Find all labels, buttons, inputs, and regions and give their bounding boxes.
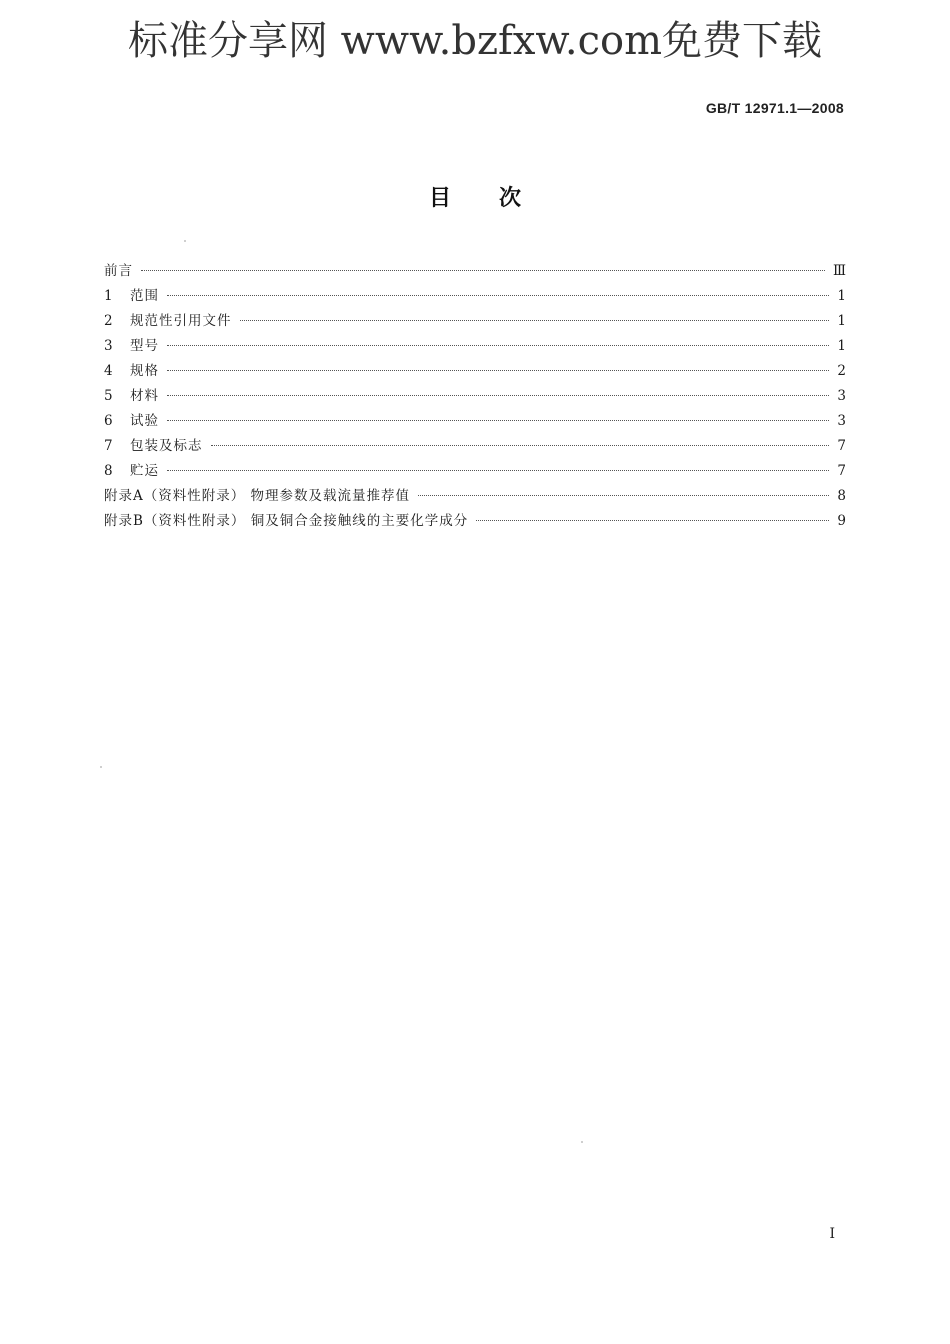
toc-entry-page: 1 xyxy=(837,288,846,304)
toc-entry-number: 3 xyxy=(104,338,113,354)
toc-entry-label: 规范性引用文件 xyxy=(130,313,232,329)
toc-entry-label: 规格 xyxy=(130,363,159,379)
watermark-banner: 标准分享网 www.bzfxw.com免费下载 xyxy=(127,18,823,64)
toc-entry-page: 7 xyxy=(837,438,846,454)
toc-entry-test[interactable] xyxy=(104,409,846,434)
toc-entry-packaging[interactable] xyxy=(104,434,846,459)
toc-leader-dots xyxy=(167,370,829,371)
toc-entry-type[interactable] xyxy=(104,334,846,359)
toc-entry-annex-a[interactable] xyxy=(104,484,846,509)
toc-leader-dots xyxy=(167,470,829,471)
toc-entry-label: 型号 xyxy=(130,338,159,354)
toc-entry-label: 包装及标志 xyxy=(130,438,203,454)
toc-entry-number: 4 xyxy=(104,363,113,379)
toc-entry-page: 7 xyxy=(837,463,846,479)
toc-leader-dots xyxy=(167,395,829,396)
toc-entry-label: 贮运 xyxy=(130,463,159,479)
toc-entry-number: 2 xyxy=(104,313,113,329)
toc-entry-number: 1 xyxy=(104,288,113,304)
toc-leader-dots xyxy=(240,320,830,321)
toc-entry-page: 2 xyxy=(837,363,846,379)
toc-leader-dots xyxy=(167,420,829,421)
toc-entry-annex-b[interactable] xyxy=(104,509,846,534)
toc-entry-page: 1 xyxy=(837,313,846,329)
toc-entry-label: 试验 xyxy=(130,413,159,429)
toc-leader-dots xyxy=(141,270,825,271)
standard-code: GB/T 12971.1—2008 xyxy=(705,100,844,116)
toc-entry-number: 8 xyxy=(104,463,113,479)
toc-entry-material[interactable] xyxy=(104,384,846,409)
toc-entry-scope[interactable] xyxy=(104,284,846,309)
toc-entry-storage-transport[interactable] xyxy=(104,459,846,484)
toc-entry-page: 3 xyxy=(837,413,846,429)
toc-entry-label: 前言 xyxy=(104,263,133,279)
toc-title: 目次 xyxy=(428,186,569,211)
toc-entry-page: Ⅲ xyxy=(832,263,846,279)
toc-entry-page: 3 xyxy=(837,388,846,404)
toc-leader-dots xyxy=(476,520,829,521)
toc-entry-number: 5 xyxy=(104,388,113,404)
scan-speck xyxy=(581,1141,583,1143)
table-of-contents xyxy=(104,259,846,534)
toc-entry-normative-references[interactable] xyxy=(104,309,846,334)
toc-entry-number: 6 xyxy=(104,413,113,429)
scan-speck xyxy=(100,766,102,768)
toc-leader-dots xyxy=(167,295,829,296)
toc-entry-specification[interactable] xyxy=(104,359,846,384)
toc-leader-dots xyxy=(211,445,830,446)
toc-entry-page: 1 xyxy=(837,338,846,354)
toc-leader-dots xyxy=(167,345,829,346)
toc-entry-label: 范围 xyxy=(130,288,159,304)
toc-entry-page: 9 xyxy=(837,513,846,529)
toc-leader-dots xyxy=(418,495,829,496)
toc-entry-label: 材料 xyxy=(130,388,159,404)
page-number: I xyxy=(829,1226,835,1242)
toc-entry-page: 8 xyxy=(837,488,846,504)
toc-entry-label: 附录A（资料性附录） 物理参数及载流量推荐值 xyxy=(104,488,411,504)
toc-entry-foreword[interactable] xyxy=(104,259,846,284)
scan-speck xyxy=(184,240,186,242)
toc-entry-number: 7 xyxy=(104,438,113,454)
toc-entry-label: 附录B（资料性附录） 铜及铜合金接触线的主要化学成分 xyxy=(104,513,469,529)
